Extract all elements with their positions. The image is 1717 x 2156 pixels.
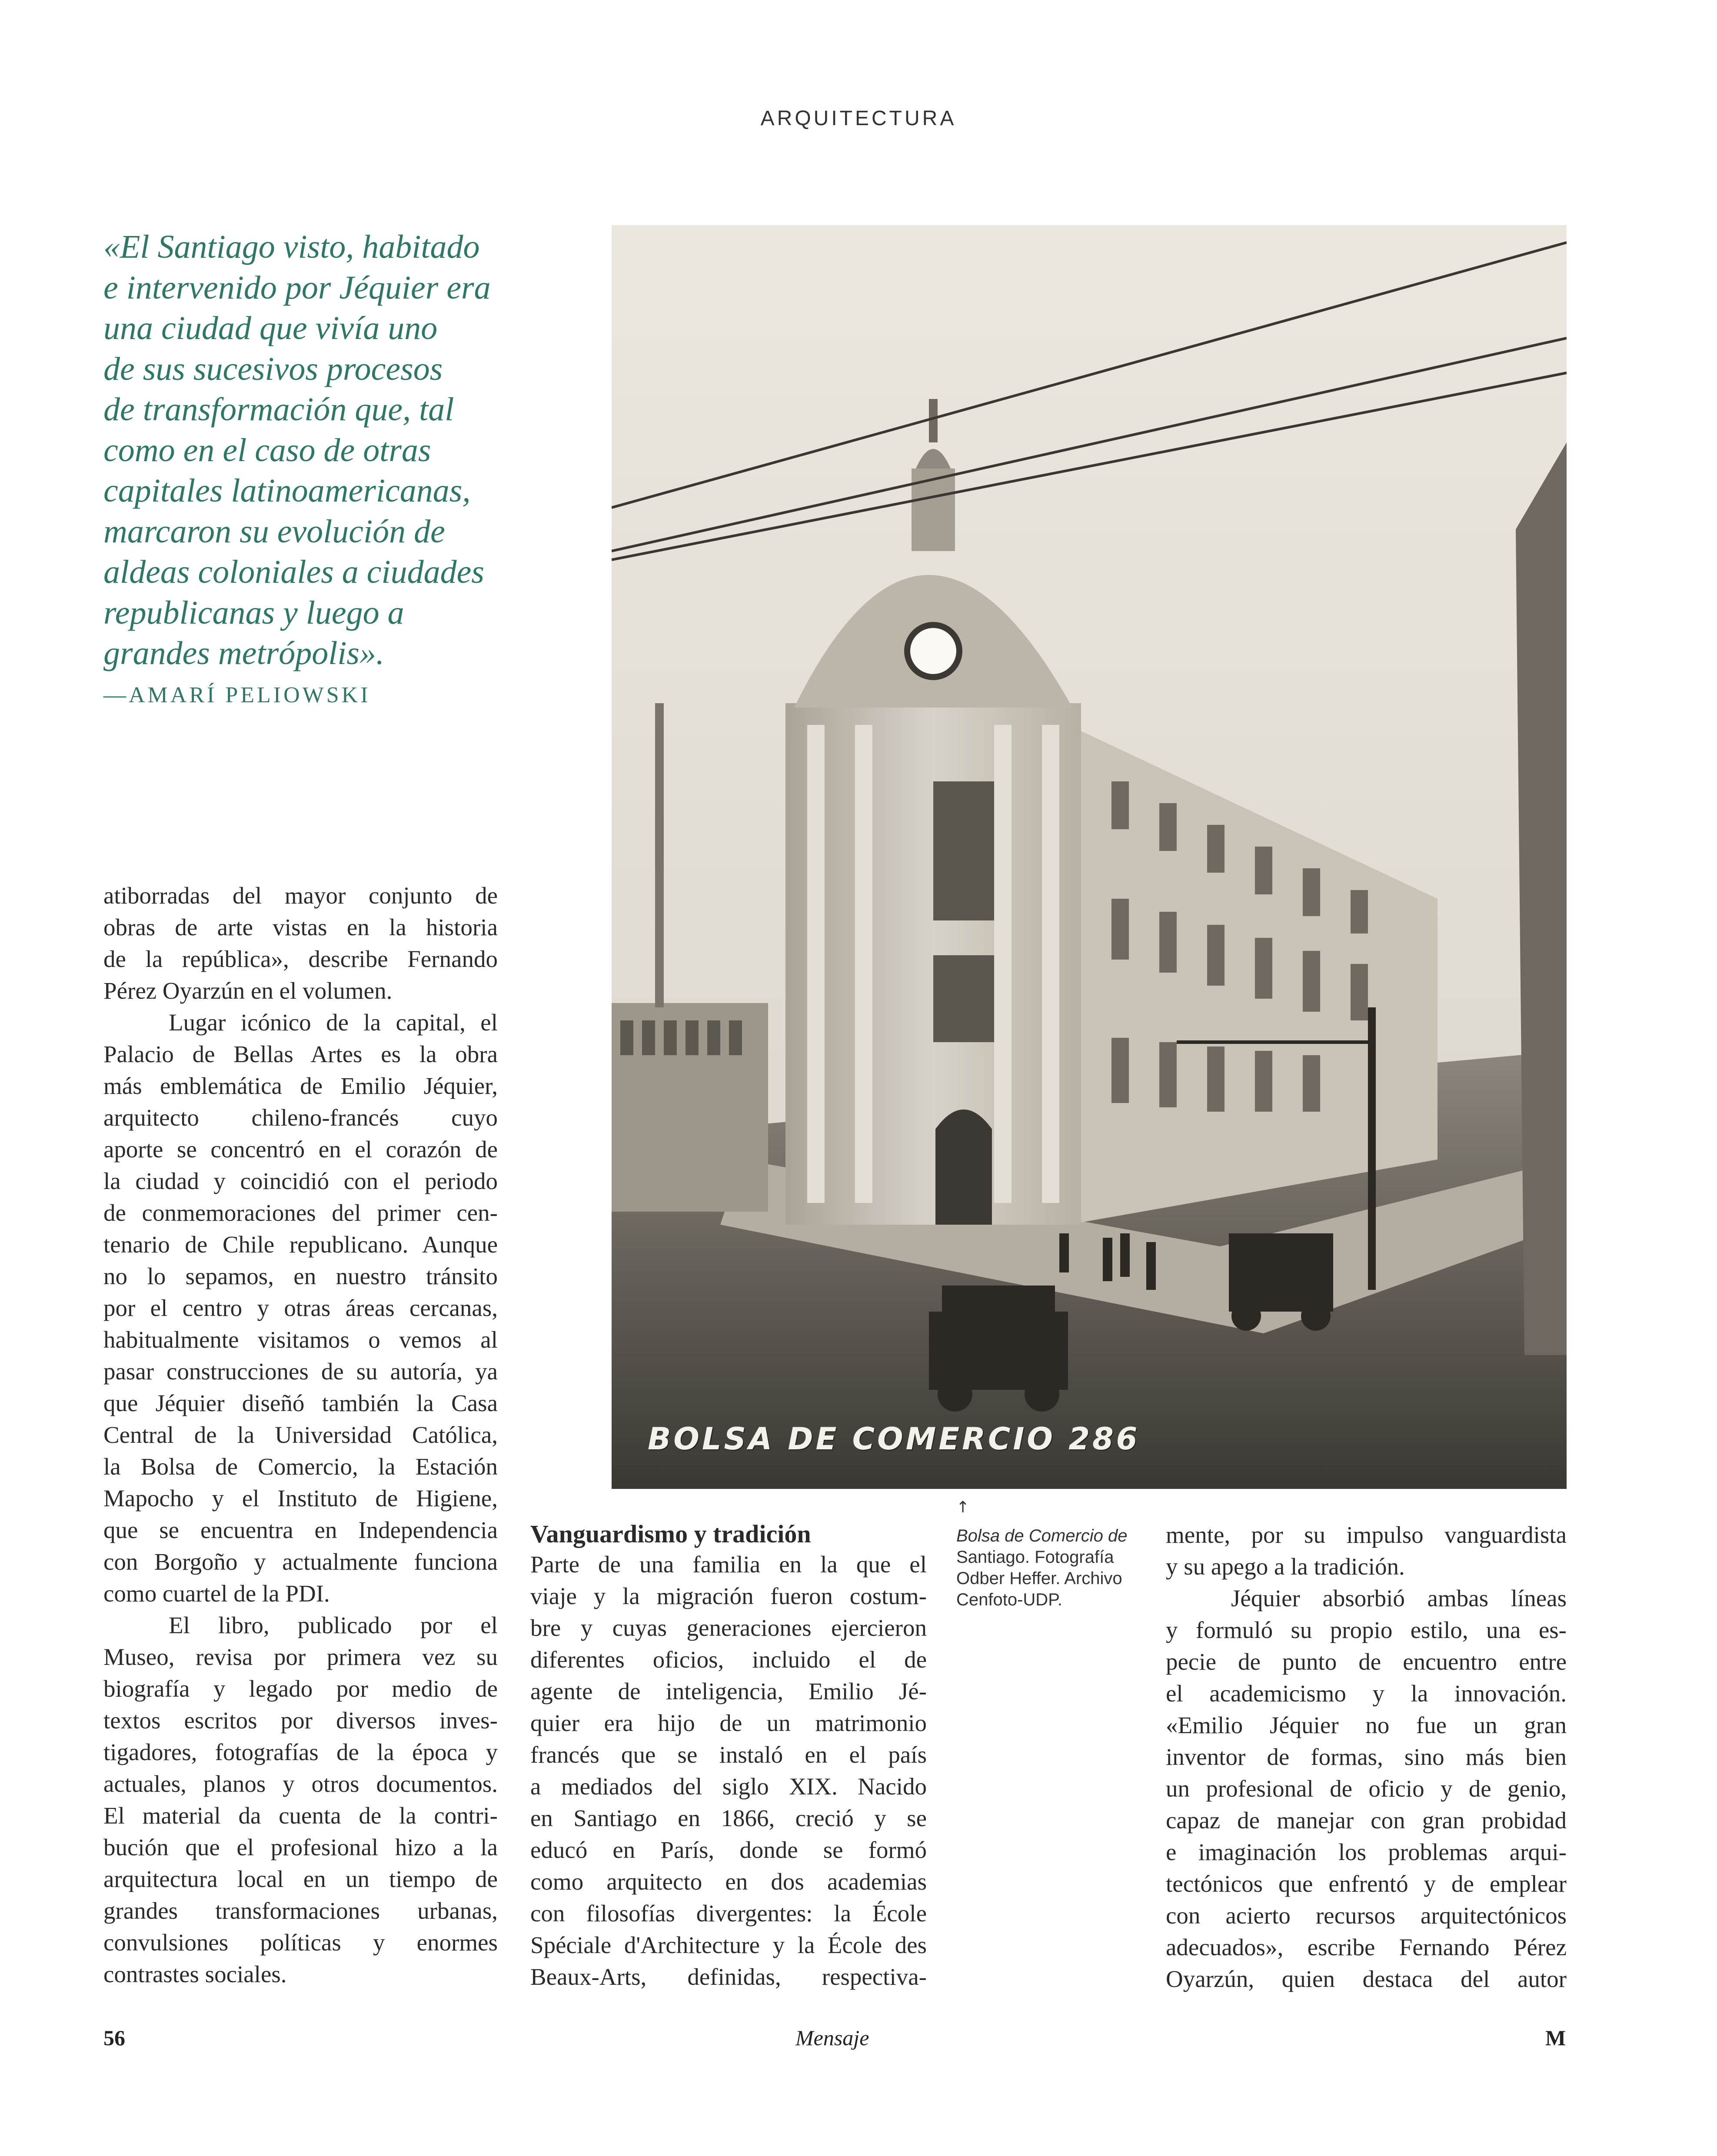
caption-line: Odber Heffer. Archivo — [956, 1569, 1122, 1588]
pull-quote-line: marcaron su evolución de — [103, 513, 445, 550]
text-line: y su apego a la tradición. — [1166, 1553, 1405, 1580]
text-line: Spéciale d'Architecture y la École des — [530, 1932, 927, 1958]
page-number: 56 — [103, 2026, 125, 2050]
pull-quote-line: aldeas coloniales a ciudades — [103, 554, 484, 590]
section-subheading: Vanguardismo y tradición — [530, 1520, 811, 1548]
text-line: tenario de Chile republicano. Aunque — [103, 1231, 498, 1258]
building-photo — [612, 225, 1567, 1489]
text-line: Mapocho y el Instituto de Higiene, — [103, 1485, 498, 1512]
text-line: obras de arte vistas en la historia — [103, 914, 498, 940]
caption-line: Santiago. Fotografía — [956, 1548, 1114, 1567]
text-line: grandes transformaciones urbanas, — [103, 1897, 498, 1924]
text-line: Central de la Universidad Católica, — [103, 1422, 498, 1448]
up-arrow-icon: ↑ — [956, 1498, 970, 1516]
text-line: el academicismo y la innovación. — [1166, 1680, 1567, 1707]
pull-quote-line: de sus sucesivos procesos — [103, 350, 443, 387]
text-line: como cuartel de la PDI. — [103, 1580, 330, 1607]
text-line: diferentes oficios, incluido el de — [530, 1646, 927, 1673]
pull-quote-line: como en el caso de otras — [103, 432, 431, 468]
text-line: Lugar icónico de la capital, el — [169, 1009, 498, 1036]
body-column-1 — [103, 880, 498, 1990]
text-line: a mediados del siglo XIX. Nacido — [530, 1773, 927, 1800]
bolsa-de-comercio-illustration — [612, 225, 1567, 1489]
photo-caption — [956, 1525, 1148, 1611]
text-line: «Emilio Jéquier no fue un gran — [1166, 1712, 1567, 1738]
text-line: educó en París, donde se formó — [530, 1837, 927, 1863]
text-line: en Santiago en 1866, creció y se — [530, 1805, 927, 1831]
text-line: bre y cuyas generaciones ejercieron — [530, 1615, 927, 1641]
text-line: e imaginación los problemas arqui- — [1166, 1839, 1567, 1865]
text-line: de la república», describe Fernando — [103, 946, 498, 972]
text-line: contrastes sociales. — [103, 1961, 287, 1987]
text-line: de conmemoraciones del primer cen- — [103, 1199, 498, 1226]
text-line: con filosofías divergentes: la École — [530, 1900, 927, 1927]
text-line: inventor de formas, sino más bien — [1166, 1744, 1567, 1770]
text-line: agente de inteligencia, Emilio Jé- — [530, 1678, 927, 1704]
text-line: por el centro y otras áreas cercanas, — [103, 1295, 498, 1321]
text-line: El libro, publicado por el — [169, 1612, 498, 1638]
text-line: Museo, revisa por primera vez su — [103, 1644, 498, 1670]
body-column-2 — [530, 1519, 927, 1993]
text-line: tectónicos que enfrentó y de emplear — [1166, 1870, 1567, 1897]
text-line: con Borgoño y actualmente funciona — [103, 1548, 498, 1575]
text-line: actuales, planos y otros documentos. — [103, 1771, 498, 1797]
magazine-name: Mensaje — [795, 2026, 869, 2050]
text-line: Oyarzún, quien destaca del autor — [1166, 1966, 1567, 1992]
caption-line: Cenfoto-UDP. — [956, 1590, 1062, 1609]
text-line: mente, por su impulso vanguardista — [1166, 1521, 1567, 1548]
text-line: capaz de manejar con gran probidad — [1166, 1807, 1567, 1834]
text-line: tigadores, fotografías de la época y — [103, 1739, 498, 1765]
text-line: Palacio de Bellas Artes es la obra — [103, 1041, 498, 1067]
body-column-3 — [1166, 1519, 1567, 1995]
text-line: como arquitecto en dos academias — [530, 1868, 927, 1895]
text-line: bución que el profesional hizo a la — [103, 1834, 498, 1860]
text-line: arquitecto chileno-francés cuyo — [103, 1104, 498, 1131]
text-line: quier era hijo de un matrimonio — [530, 1710, 927, 1736]
text-line: Beaux-Arts, definidas, respectiva- — [530, 1963, 927, 1990]
text-line: que se encuentra en Independencia — [103, 1517, 498, 1543]
pull-quote-line: una ciudad que vivía uno — [103, 310, 438, 346]
text-line: más emblemática de Emilio Jéquier, — [103, 1073, 498, 1099]
text-line: con acierto recursos arquitectónicos — [1166, 1902, 1567, 1929]
text-line: atiborradas del mayor conjunto de — [103, 882, 498, 909]
text-line: adecuados», escribe Fernando Pérez — [1166, 1934, 1567, 1960]
text-line: aporte se concentró en el corazón de — [103, 1136, 498, 1163]
pull-quote-line: grandes metrópolis». — [103, 635, 384, 671]
text-line: la Bolsa de Comercio, la Estación — [103, 1453, 498, 1480]
text-line: no lo sepamos, en nuestro tránsito — [103, 1263, 498, 1289]
text-line: biografía y legado por medio de — [103, 1675, 498, 1702]
text-line: arquitectura local en un tiempo de — [103, 1866, 498, 1892]
text-line: El material da cuenta de la contri- — [103, 1802, 498, 1829]
text-line: Pérez Oyarzún en el volumen. — [103, 977, 393, 1004]
text-line: viaje y la migración fueron costum- — [530, 1583, 927, 1609]
pull-quote-line: e intervenido por Jéquier era — [103, 269, 491, 306]
pull-quote-attribution: —AMARÍ PELIOWSKI — [103, 683, 371, 708]
photo-overlay-text: BOLSA DE COMERCIO 286 — [648, 1421, 1140, 1457]
pull-quote-line: republicanas y luego a — [103, 594, 404, 631]
text-line: textos escritos por diversos inves- — [103, 1707, 498, 1734]
pull-quote-line: «El Santiago visto, habitado — [103, 229, 480, 265]
pull-quote — [103, 227, 603, 674]
text-line: convulsiones políticas y enormes — [103, 1929, 498, 1956]
pull-quote-line: capitales latinoamericanas, — [103, 472, 471, 509]
magazine-logo: M — [1545, 2026, 1566, 2050]
caption-line: Bolsa de Comercio de — [956, 1526, 1128, 1545]
text-line: Parte de una familia en la que el — [530, 1551, 927, 1578]
text-line: habitualmente visitamos o vemos al — [103, 1326, 498, 1353]
pull-quote-line: de transformación que, tal — [103, 391, 454, 428]
text-line: un profesional de oficio y de genio, — [1166, 1775, 1567, 1802]
text-line: francés que se instaló en el país — [530, 1741, 927, 1768]
text-line: la ciudad y coincidió con el periodo — [103, 1168, 498, 1194]
text-line: Jéquier absorbió ambas líneas — [1231, 1585, 1567, 1611]
text-line: y formuló su propio estilo, una es- — [1166, 1617, 1567, 1643]
section-label: ARQUITECTURA — [760, 107, 957, 130]
text-line: que Jéquier diseñó también la Casa — [103, 1390, 498, 1416]
text-line: pasar construcciones de su autoría, ya — [103, 1358, 498, 1385]
text-line: pecie de punto de encuentro entre — [1166, 1648, 1567, 1675]
